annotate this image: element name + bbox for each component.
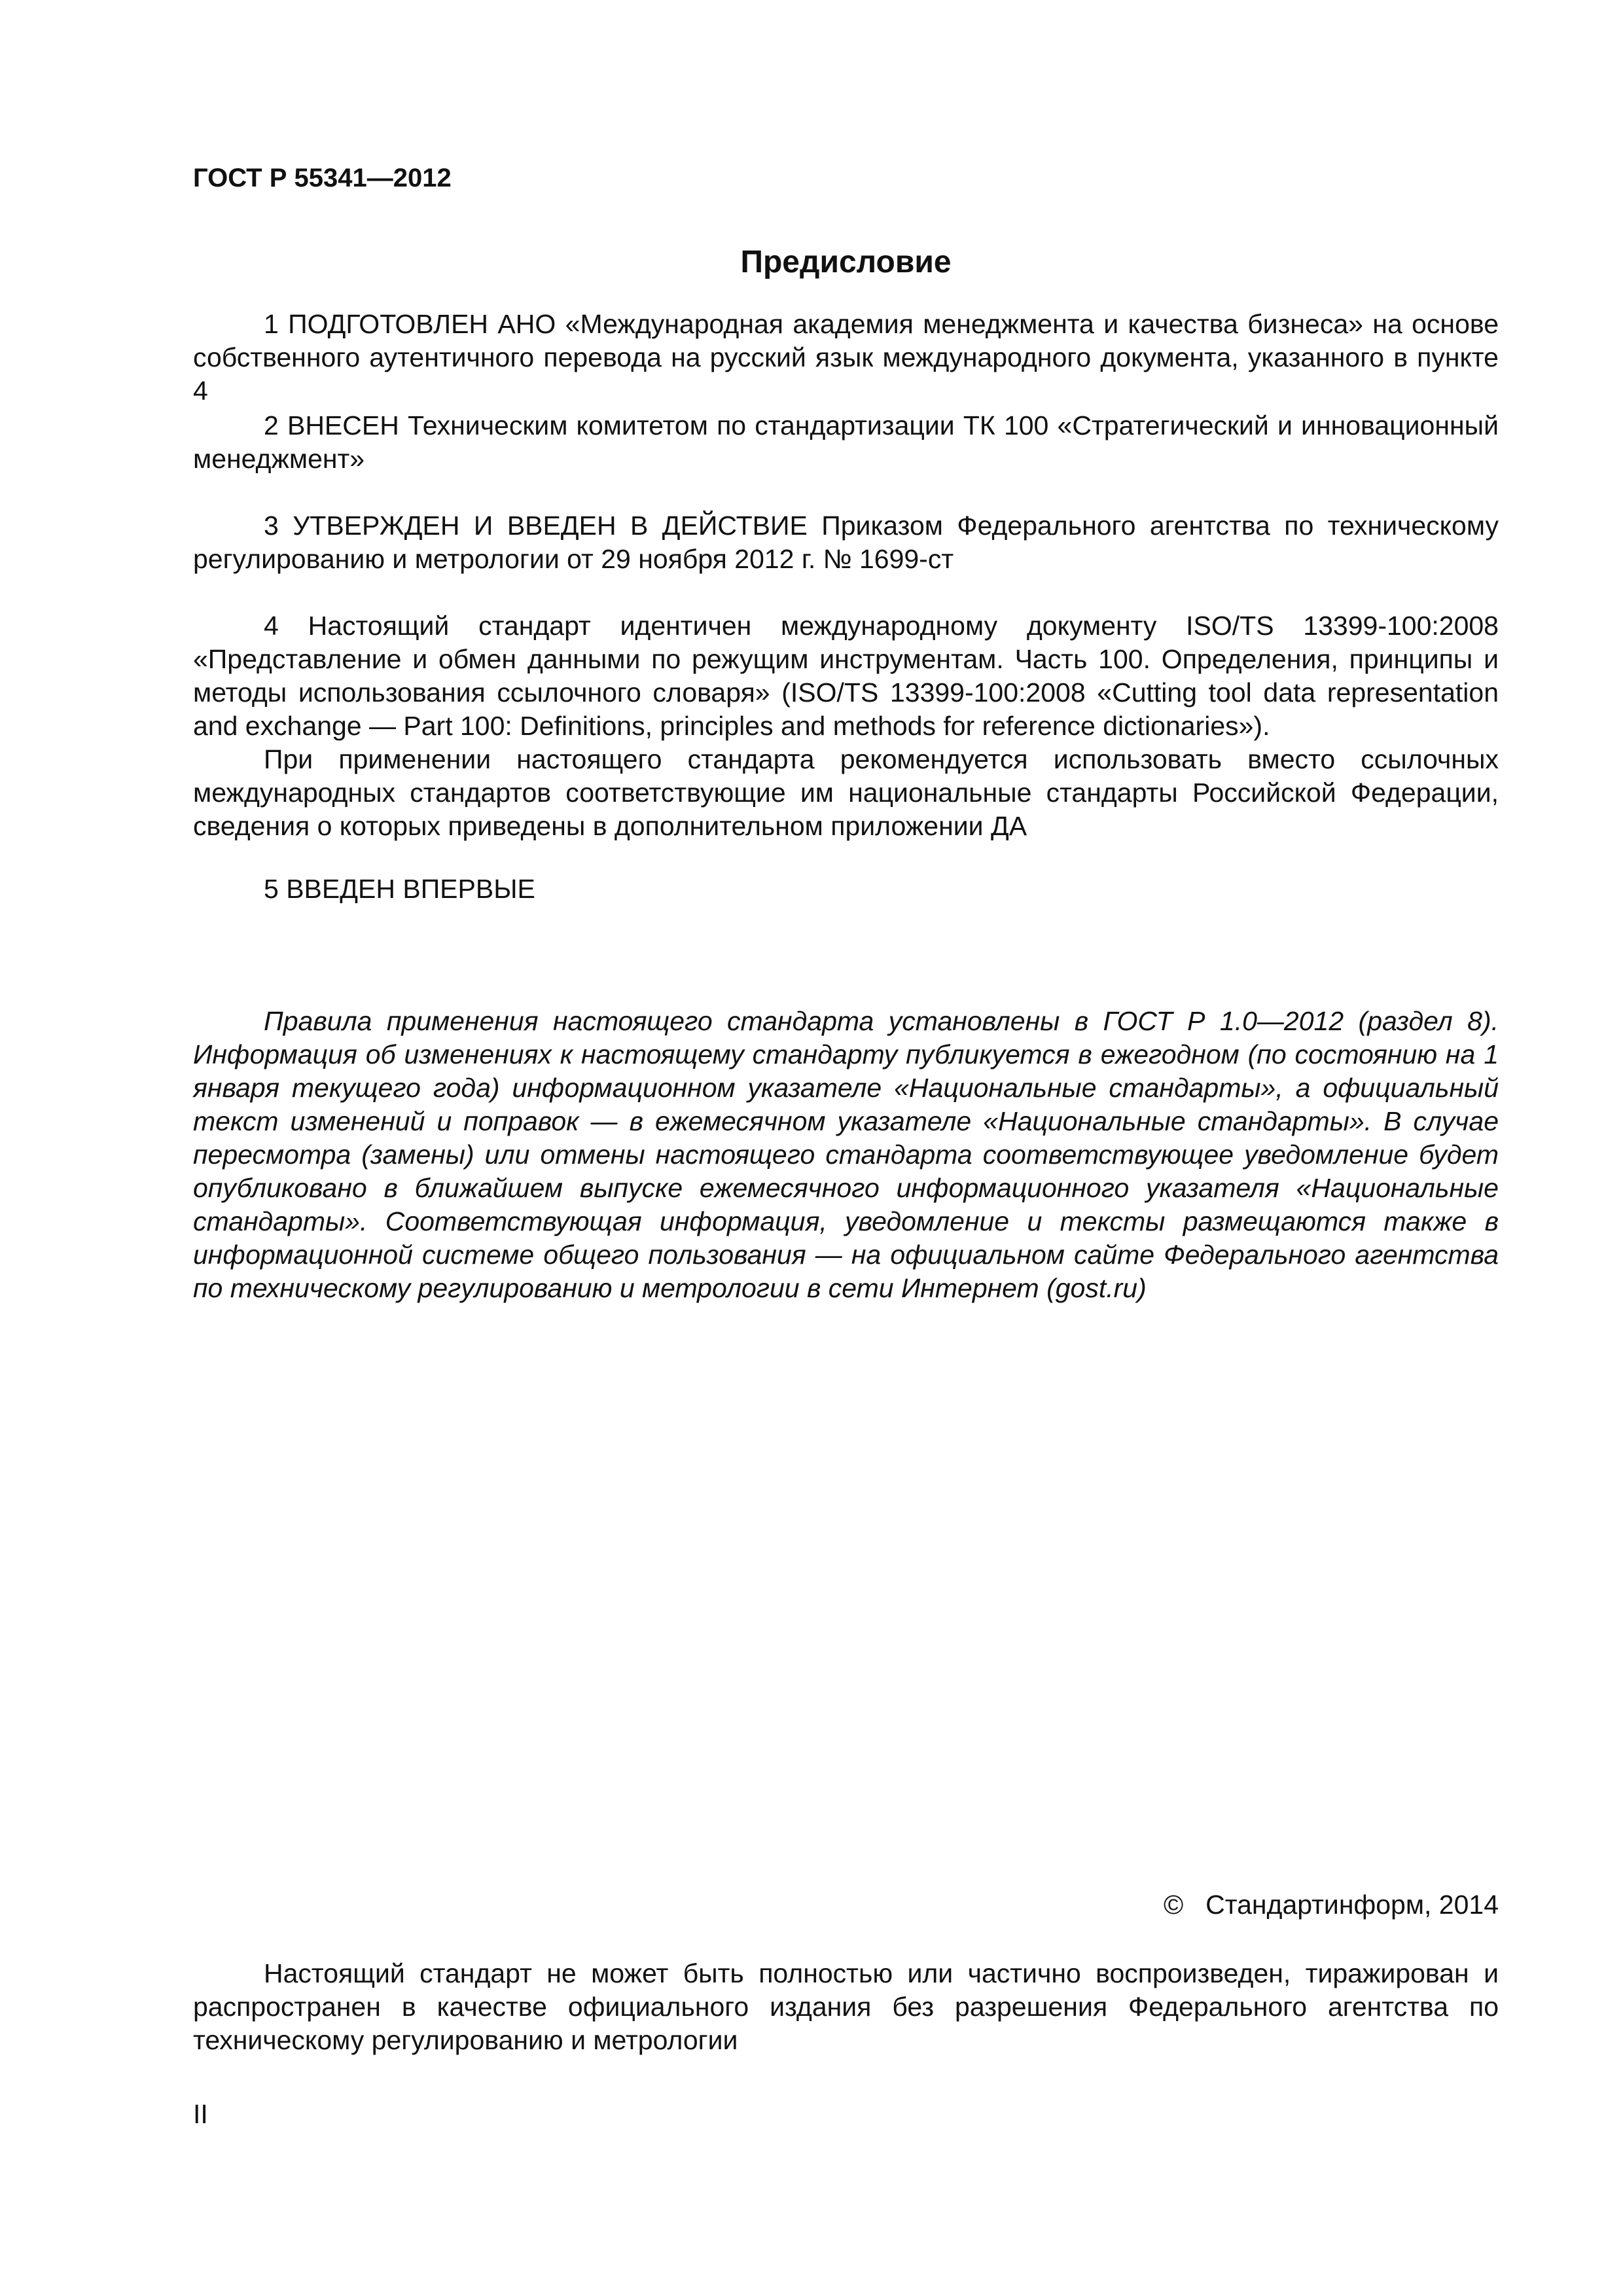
rights-notice [193,1957,1499,2057]
application-notice [193,1005,1499,1305]
preface-item-4-note: При применении настоящего стандарта рекомендуется использовать вместо ссылочных международных стандартов соответствующие им национальные стандарты Российской Федерации, сведения о которых приведены в дополнительном приложении ДА [193,744,1499,841]
document-code: ГОСТ Р 55341—2012 [193,164,452,192]
preface-item-1-text: 1 ПОДГОТОВЛЕН АНО «Международная академия менеджмента и качества бизнеса» на основе собственного аутентичного перевода на русский язык международного документа, указанного в пункте 4 [193,309,1499,406]
page-number: II [193,2099,208,2129]
preface-item-4-text: 4 Настоящий стандарт идентичен международному документу ISO/TS 13399-100:2008 «Представление и обмен данными по режущим инструментам. Часть 100. Определения, принципы и методы использования ссылочного словаря» (ISO/TS 13399-100:2008 «Cutting tool data representation and exchange — Part 100: Definitions, principles and methods for reference dictionaries»). [193,611,1499,741]
copyright-line [193,1888,1499,1922]
preface-item-2-text: 2 ВНЕСЕН Техническим комитетом по стандартизации ТК 100 «Стратегический и инновационный менеджмент» [193,410,1499,474]
preface-item-1 [193,308,1499,408]
preface-item-5 [193,872,1499,906]
rights-notice-text: Настоящий стандарт не может быть полностью или частично воспроизведен, тиражирован и распространен в качестве официального издания без разрешения Федерального агентства по техническому регулированию и метрологии [193,1958,1499,2055]
preface-item-3-text: 3 УТВЕРЖДЕН И ВВЕДЕН В ДЕЙСТВИЕ Приказом Федерального агентства по техническому регулированию и метрологии от 29 ноября 2012 г. № 1699-ст [193,511,1499,574]
preface-title: Предисловие [740,245,952,279]
copyright-icon: © [1163,1890,1184,1920]
preface-item-5-text: 5 ВВЕДЕН ВПЕРВЫЕ [264,874,535,904]
application-notice-text: Правила применения настоящего стандарта установлены в ГОСТ Р 1.0—2012 (раздел 8). Информация об изменениях к настоящему стандарту публикуется в ежегодном (по состоянию на 1 января текущего года) информационном указателе «Национальные стандарты», а официальный текст изменений и поправок — в ежемесячном указателе «Национальные стандарты». В случае пересмотра (замены) или отмены настоящего стандарта соответствующее уведомление будет опубликовано в ближайшем выпуске ежемесячного информационного указателя «Национальные стандарты». Соответствующая информация, уведомление и тексты размещаются также в информационной системе общего пользования — на официальном сайте Федерального агентства по техническому регулированию и метрологии в сети Интернет (gost.ru) [193,1006,1499,1303]
preface-item-4 [193,609,1499,843]
preface-item-2 [193,409,1499,476]
copyright-text: Стандартинформ, 2014 [1205,1890,1499,1920]
preface-item-3 [193,509,1499,576]
